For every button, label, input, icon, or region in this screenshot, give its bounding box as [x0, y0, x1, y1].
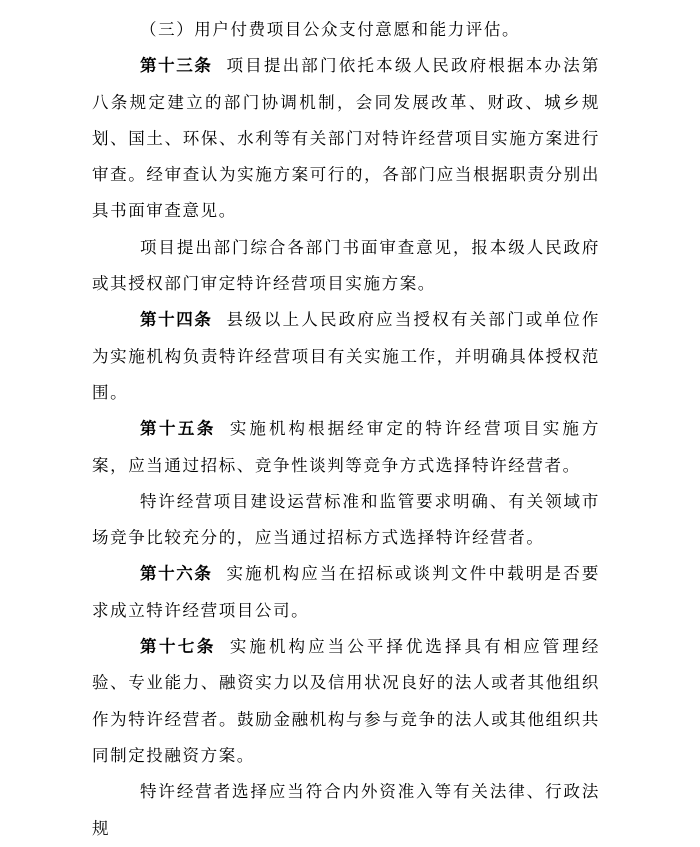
paragraph-text: （三）用户付费项目公众支付意愿和能力评估。: [140, 20, 521, 39]
paragraph: [92, 12, 600, 48]
paragraph: [92, 230, 600, 303]
document-page: [92, 12, 600, 847]
paragraph: [92, 484, 600, 557]
paragraph-text: 项目提出部门综合各部门书面审查意见，报本级人民政府或其授权部门审定特许经营项目实施方案。: [92, 237, 600, 294]
article-13: [92, 48, 600, 229]
paragraph-text: 实施机构根据经审定的特许经营项目实施方案，应当通过招标、竞争性谈判等竞争方式选择特许经营者。: [92, 419, 601, 475]
article-title: 第十六条: [140, 564, 213, 584]
article-title: 第十五条: [140, 419, 216, 439]
article-title: 第十七条: [140, 637, 216, 657]
article-title: 第十四条: [140, 310, 213, 330]
paragraph-text: 实施机构应当公平择优选择具有相应管理经验、专业能力、融资实力以及信用状况良好的法人或者其他组织作为特许经营者。鼓励金融机构与参与竞争的法人或其他组织共同制定投融资方案。: [92, 637, 601, 765]
article-title: 第十三条: [140, 56, 213, 76]
paragraph-text: 特许经营者选择应当符合内外资准入等有关法律、行政法规: [92, 782, 600, 838]
article-15: [92, 411, 600, 484]
article-17: [92, 629, 600, 774]
paragraph-text: 特许经营项目建设运营标准和监管要求明确、有关领域市场竞争比较充分的，应当通过招标方式选择特许经营者。: [92, 491, 600, 548]
article-16: [92, 556, 600, 629]
paragraph-text: 项目提出部门依托本级人民政府根据本办法第八条规定建立的部门协调机制，会同发展改革、财政、城乡规划、国土、环保、水利等有关部门对特许经营项目实施方案进行审查。经审查认为实施方案可行的，各部门应当根据职责分别出具书面审查意见。: [92, 56, 601, 221]
paragraph-text: 实施机构应当在招标或谈判文件中载明是否要求成立特许经营项目公司。: [92, 564, 601, 620]
article-14: [92, 302, 600, 411]
paragraph-text: 县级以上人民政府应当授权有关部门或单位作为实施机构负责特许经营项目有关实施工作，并明确具体授权范围。: [92, 310, 601, 402]
paragraph: [92, 774, 600, 847]
